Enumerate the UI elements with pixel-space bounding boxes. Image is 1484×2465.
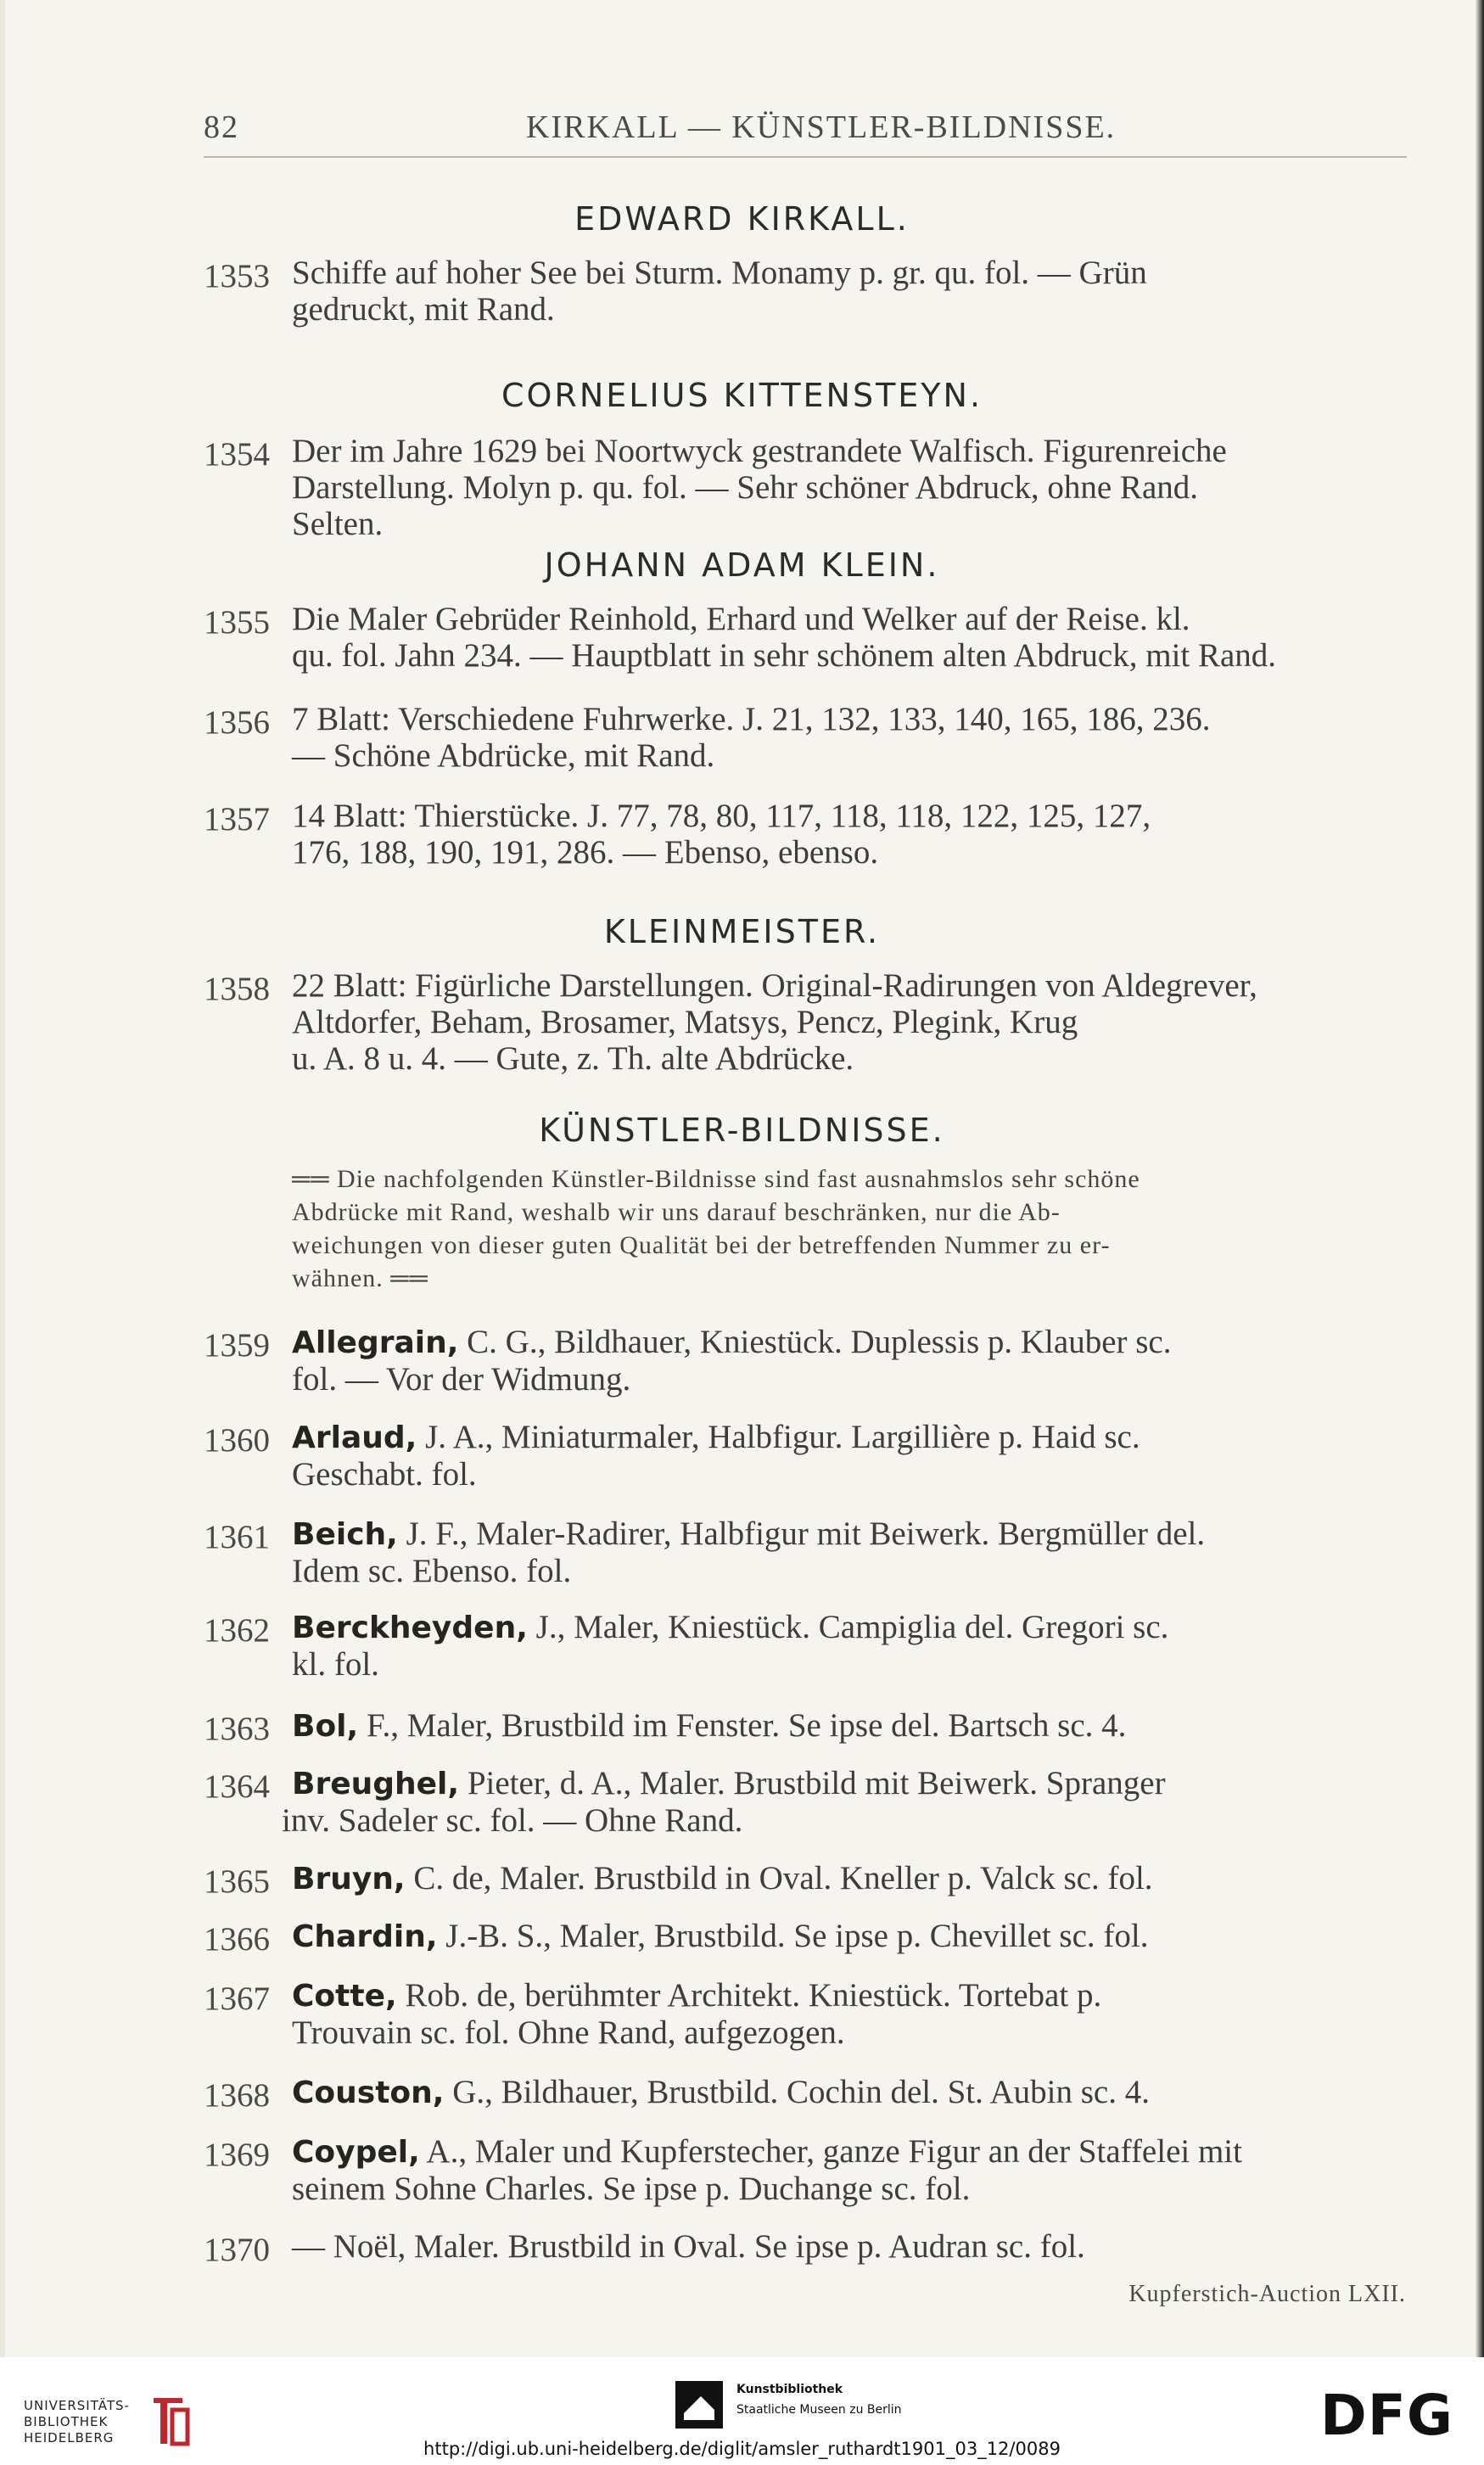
entry-line <box>292 1918 1408 1955</box>
entry-number: 1368 <box>204 2077 270 2114</box>
entry-text <box>292 701 1408 774</box>
entry-text <box>292 601 1408 674</box>
university-line: UNIVERSITÄTS- <box>24 2398 130 2413</box>
entry-line: gedruckt, mit Rand. <box>292 291 555 328</box>
entry-text <box>292 1419 1408 1493</box>
entry-line-text: J. F., Maler-Radirer, Halbfigur mit Beiwerk. Bergmüller del. <box>397 1515 1206 1552</box>
entry-line-text: J. A., Miniaturmaler, Halbfigur. Largillière p. Haid sc. <box>417 1419 1140 1455</box>
entry-line-text: F., Maler, Brustbild im Fenster. Se ipse del. Bartsch sc. 4. <box>358 1707 1127 1744</box>
entry-line <box>292 1977 1408 2014</box>
entry-text <box>292 255 1408 328</box>
section-heading-kuenstler-bildnisse: KÜNSTLER-BILDNISSE. <box>539 1112 945 1149</box>
artist-name: Beich, <box>292 1517 398 1552</box>
entry-line: 22 Blatt: Figürliche Darstellungen. Original-Radirungen von Aldegrever, <box>292 967 1257 1004</box>
artist-name: Breughel, <box>292 1767 460 1801</box>
entry-number: 1358 <box>204 971 270 1007</box>
artist-name: Allegrain, <box>292 1325 459 1360</box>
university-line: BIBLIOTHEK <box>24 2414 109 2429</box>
entry-text <box>292 2228 1408 2265</box>
section-heading-kittensteyn: CORNELIUS KITTENSTEYN. <box>501 377 983 414</box>
entry-line-text: J.-B. S., Maler, Brustbild. Se ipse p. Chevillet sc. fol. <box>437 1918 1149 1954</box>
entry-line: Darstellung. Molyn p. qu. fol. — Sehr schöner Abdruck, ohne Rand. <box>292 469 1199 506</box>
artist-name: Bol, <box>292 1709 359 1744</box>
entry-text <box>292 1707 1408 1745</box>
artist-name: Arlaud, <box>292 1420 417 1455</box>
entry-text <box>292 1515 1408 1589</box>
entry-number: 1353 <box>204 258 270 294</box>
note-line: ══ Die nachfolgenden Künstler-Bildnisse sind fast ausnahmslos sehr schöne <box>292 1165 1140 1193</box>
entry-text <box>292 1918 1408 1955</box>
entry-line: 7 Blatt: Verschiedene Fuhrwerke. J. 21, 132, 133, 140, 165, 186, 236. <box>292 701 1211 737</box>
page-left-margin <box>0 0 5 2357</box>
entry-line <box>292 1515 1408 1553</box>
entry-text <box>292 2074 1408 2111</box>
entry-line-text: Pieter, d. A., Maler. Brustbild mit Beiwerk. Spranger <box>459 1765 1166 1801</box>
running-head <box>204 105 1408 156</box>
source-url-link[interactable]: http://digi.ub.uni-heidelberg.de/diglit/amsler_ruthardt1901_03_12/0089 <box>423 2439 1061 2459</box>
entry-number: 1356 <box>204 704 270 741</box>
entry-line-text: C. de, Maler. Brustbild in Oval. Kneller p. Valck sc. fol. <box>405 1860 1153 1896</box>
note-line: Abdrücke mit Rand, weshalb wir uns darauf beschränken, nur die Ab- <box>292 1198 1061 1226</box>
header-rule <box>204 156 1407 158</box>
entry-number: 1365 <box>204 1863 270 1900</box>
entry-line: Trouvain sc. fol. Ohne Rand, aufgezogen. <box>292 2014 845 2051</box>
entry-text <box>292 798 1408 871</box>
section-heading-kleinmeister: KLEINMEISTER. <box>603 913 881 950</box>
entry-line: 14 Blatt: Thierstücke. J. 77, 78, 80, 117, 118, 118, 122, 125, 127, <box>292 798 1151 834</box>
entry-text <box>282 1765 1408 1839</box>
entry-text <box>292 433 1408 542</box>
entry-line: 176, 188, 190, 191, 286. — Ebenso, ebenso. <box>292 834 879 871</box>
entry-number: 1362 <box>204 1612 270 1649</box>
entry-number: 1361 <box>204 1519 270 1555</box>
entry-line-text: C. G., Bildhauer, Kniestück. Duplessis p. Klauber sc. <box>458 1324 1172 1360</box>
entry-line: qu. fol. Jahn 234. — Hauptblatt in sehr schönem alten Abdruck, mit Rand. <box>292 637 1277 674</box>
page-binding-edge <box>1476 0 1484 2357</box>
entry-text <box>292 1977 1408 2051</box>
entry-number: 1369 <box>204 2137 270 2173</box>
entry-number: 1367 <box>204 1980 270 2017</box>
kunstbibliothek-logo[interactable] <box>675 2376 947 2435</box>
kunstbibliothek-subtitle: Staatliche Museen zu Berlin <box>736 2403 902 2417</box>
section-note <box>292 1162 1408 1295</box>
artist-name: Chardin, <box>292 1919 438 1954</box>
entry-line <box>292 2074 1408 2111</box>
entry-line: Idem sc. Ebenso. fol. <box>292 1553 572 1589</box>
artist-name: Coypel, <box>292 2135 420 2170</box>
artist-name: Couston, <box>292 2076 445 2110</box>
artist-name: Berckheyden, <box>292 1611 528 1645</box>
entry-line <box>292 1707 1408 1745</box>
entry-line: Altdorfer, Beham, Brosamer, Matsys, Pencz, Plegink, Krug <box>292 1004 1078 1040</box>
entry-line: kl. fol. <box>292 1646 379 1683</box>
entry-line: — Schöne Abdrücke, mit Rand. <box>292 737 715 774</box>
entry-line <box>292 2133 1408 2171</box>
entry-line: fol. — Vor der Widmung. <box>292 1361 631 1398</box>
entry-number: 1360 <box>204 1422 270 1459</box>
page-number: 82 <box>204 109 239 145</box>
kunstbibliothek-mark-icon <box>675 2381 723 2429</box>
entry-line-text: G., Bildhauer, Brustbild. Cochin del. St. Aubin sc. 4. <box>444 2074 1150 2110</box>
entry-number: 1363 <box>204 1711 270 1747</box>
entry-line: Schiffe auf hoher See bei Sturm. Monamy p. gr. qu. fol. — Grün <box>292 255 1147 291</box>
section-heading-klein: JOHANN ADAM KLEIN. <box>544 546 940 584</box>
entry-line-text: Rob. de, berühmter Architekt. Kniestück. Tortebat p. <box>396 1977 1102 2014</box>
entry-line <box>292 1419 1408 1456</box>
entry-number: 1354 <box>204 436 270 473</box>
note-line: wähnen. ══ <box>292 1264 428 1292</box>
entry-text <box>292 1860 1408 1897</box>
entry-line: Der im Jahre 1629 bei Noortwyck gestrandete Walfisch. Figurenreiche <box>292 433 1227 469</box>
entry-line <box>292 1860 1408 1897</box>
entry-number: 1355 <box>204 604 270 641</box>
entry-text <box>292 1324 1408 1398</box>
entry-line-text: A., Maler und Kupferstecher, ganze Figur an der Staffelei mit <box>419 2133 1242 2170</box>
university-line: HEIDELBERG <box>24 2430 115 2445</box>
note-line: weichungen von dieser guten Qualität bei der betreffenden Nummer zu er- <box>292 1231 1111 1259</box>
entry-line: Die Maler Gebrüder Reinhold, Erhard und Welker auf der Reise. kl. <box>292 601 1190 637</box>
entry-line <box>292 1324 1408 1361</box>
entry-text <box>292 967 1408 1077</box>
artist-name: Bruyn, <box>292 1862 406 1896</box>
entry-text <box>292 2133 1408 2207</box>
entry-line: u. A. 8 u. 4. — Gute, z. Th. alte Abdrücke. <box>292 1040 854 1077</box>
entry-line: inv. Sadeler sc. fol. — Ohne Rand. <box>282 1802 743 1839</box>
entry-line: Selten. <box>292 506 384 542</box>
entry-line: Geschabt. fol. <box>292 1456 477 1493</box>
dfg-logo[interactable]: DFG <box>1320 2383 1454 2448</box>
entry-line <box>292 1609 1408 1646</box>
section-heading-kirkall: EDWARD KIRKALL. <box>574 200 910 238</box>
entry-number: 1364 <box>204 1768 270 1805</box>
entry-number: 1366 <box>204 1921 270 1958</box>
entry-number: 1370 <box>204 2232 270 2268</box>
entry-line: seinem Sohne Charles. Se ipse p. Duchange sc. fol. <box>292 2171 971 2207</box>
entry-number: 1359 <box>204 1327 270 1364</box>
entry-line: — Noël, Maler. Brustbild in Oval. Se ipse p. Audran sc. fol. <box>292 2228 1085 2265</box>
catalogue-footer: Kupferstich-Auction LXII. <box>1128 2281 1406 2307</box>
artist-name: Cotte, <box>292 1979 397 2014</box>
entry-line <box>292 1765 1408 1802</box>
entry-line-text: J., Maler, Kniestück. Campiglia del. Gregori sc. <box>527 1609 1169 1645</box>
running-title: KIRKALL — KÜNSTLER-BILDNISSE. <box>526 109 1117 145</box>
entry-text <box>292 1609 1408 1683</box>
kunstbibliothek-title: Kunstbibliothek <box>736 2383 843 2396</box>
entry-number: 1357 <box>204 801 270 838</box>
